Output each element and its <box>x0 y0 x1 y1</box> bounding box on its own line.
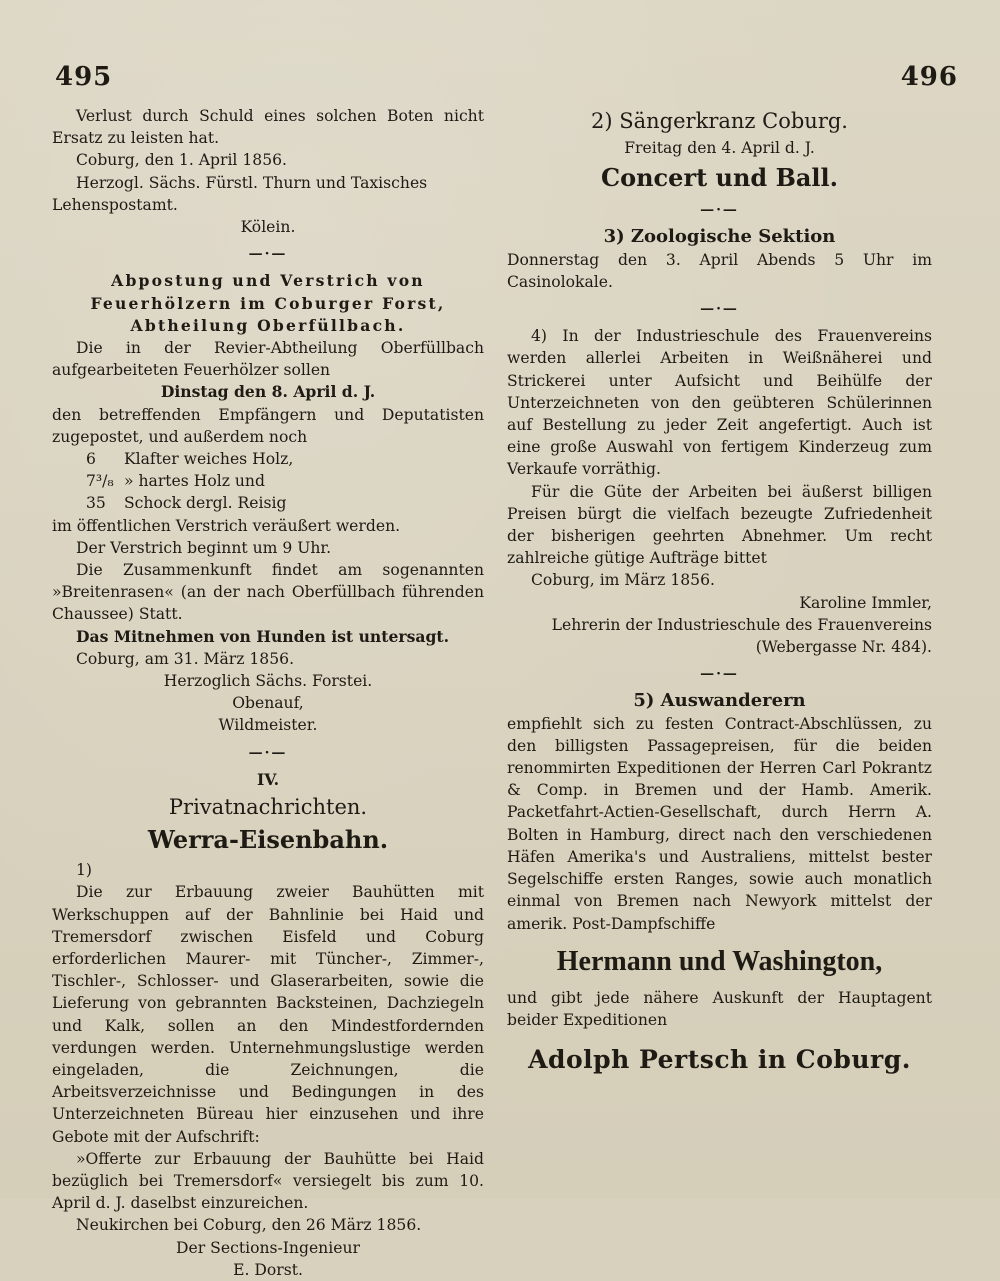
separator: —·— <box>700 666 739 683</box>
forest-notice-meeting: Die Zusammenkunft findet am sogenannten »Breitenrasen« (an der nach Oberfüllbach führenden Chaussee) Statt. <box>52 561 484 624</box>
agent-name: Adolph Pertsch in Coburg. <box>528 1045 911 1075</box>
wood-list-item: 35 Schock dergl. Reisig <box>86 494 287 513</box>
forest-notice-dogs: Das Mitnehmen von Hunden ist untersagt. <box>76 626 450 646</box>
forest-notice-role: Wildmeister. <box>218 716 318 735</box>
wood-list-item: 7³/₈ » hartes Holz und <box>86 472 265 491</box>
forest-notice-signature: Obenauf, <box>232 694 304 713</box>
post-notice-text: Verlust durch Schuld eines solchen Boten nicht Ersatz zu leisten hat. <box>52 107 484 148</box>
separator: —·— <box>700 301 739 318</box>
wood-list-item: 6 Klafter weiches Holz, <box>86 450 294 469</box>
railway-place: Neukirchen bei Coburg, den 26 März 1856. <box>76 1216 422 1235</box>
railway-name: E. Dorst. <box>233 1260 303 1279</box>
wood-list <box>52 448 484 515</box>
page-number-left: 495 <box>55 62 113 92</box>
zoology-text: Donnerstag den 3. April Abends 5 Uhr im Casinolokale. <box>507 250 932 291</box>
railway-text: Die zur Erbauung zweier Bauhütten mit Werkschuppen auf der Bahnlinie bei Haid und Tremersdorf zwischen Eisfeld und Coburg erforderlichen Maurer- mit Tüncher-, Zimmer-, Tischler-, Schlosser- und Glaserarbeiten, sowie die Lieferung von gebrannten Backsteinen, Dachziegeln und Kalk, sollen an den Mindestfordernden verdungen werden. Unternehmungslustige werden eingeladen, die Zeichnungen, die Arbeitsverzeichnisse und Bedingungen in des Unterzeichneten Büreau hier einzusehen und ihre Gebote mit der Aufschrift: <box>52 883 484 1146</box>
item-number: 3) <box>603 226 625 248</box>
separator: —·— <box>248 246 288 263</box>
forest-notice-time: Der Verstrich beginnt um 9 Uhr. <box>76 538 332 557</box>
forest-notice-date: Dinstag den 8. April d. J. <box>160 382 376 402</box>
zoology-title-text: Zoologische Sektion <box>630 226 836 248</box>
singers-title <box>507 107 932 135</box>
industry-school-text: 4) In der Industrieschule des Frauenvereins werden allerlei Arbeiten in Weißnäherei und Strickerei unter Aufsicht und Beihülfe der Unterzeichneten von den geübteren Schülerinnen auf Bestellung zu jeder Zeit angefertigt. Auch ist eine große Auswahl von fertigem Kinderzeug zum Verkaufe vorräthig. <box>507 327 932 479</box>
emigrants-text: empfiehlt sich zu festen Contract-Abschlüssen, zu den billigsten Passagepreisen, für die beiden renommirten Expeditionen der Herren Carl Pokrantz & Comp. in Bremen und der Hamb. Amerik. Packetfahrt-Actien-Gesellschaft, durch Herrn A. Bolten in Hamburg, direct nach den verschiedenen Häfen Amerika's und Australiens, mittelst bester Segelschiffe ersten Ranges, sowie auch monatlich einmal von Bremen nach Newyork mittelst der amerik. Post-Dampfschiffe <box>507 714 932 933</box>
left-column <box>52 105 484 1281</box>
industry-school-role: Lehrerin der Industrieschule des Frauenvereins <box>551 615 932 634</box>
forest-notice-intro: Die in der Revier-Abtheilung Oberfüllbach aufgearbeiteten Feuerhölzer sollen <box>52 339 484 380</box>
railway-title: Werra-Eisenbahn. <box>147 825 389 855</box>
ships-name: Hermann und Washington, <box>556 945 883 977</box>
forest-notice-text: den betreffenden Empfängern und Deputatisten zugepostet, und außerdem noch <box>52 405 484 446</box>
industry-school-place: Coburg, im März 1856. <box>531 571 715 590</box>
post-notice-office: Herzogl. Sächs. Fürstl. Thurn und Taxisches Lehenspostamt. <box>52 173 428 214</box>
railway-office: Der Sections-Ingenieur <box>176 1238 360 1257</box>
industry-school-address: (Webergasse Nr. 484). <box>755 638 932 657</box>
post-notice-place: Coburg, den 1. April 1856. <box>76 151 288 170</box>
post-notice-name: Kölein. <box>240 218 296 237</box>
item-number: 5) <box>633 690 655 712</box>
forest-notice-place: Coburg, am 31. März 1856. <box>76 649 295 668</box>
emigrants-text2: und gibt jede nähere Auskunft der Hauptagent beider Expeditionen <box>507 988 932 1029</box>
emigrants-title <box>507 690 932 712</box>
separator: —·— <box>700 202 739 219</box>
industry-school-text2: Für die Güte der Arbeiten bei äußerst billigen Preisen bürgt die vielfach bezeugte Zufriedenheit der bisherigen geehrten Abnehmer. Um recht zahlreiche gütige Aufträge bittet <box>507 482 932 568</box>
zoology-title <box>507 226 932 248</box>
forest-notice-title: Abpostung und Verstrich von Feuerhölzern im Coburger Forst, Abtheilung Oberfüllbach. <box>90 271 446 335</box>
railway-quote: »Offerte zur Erbauung der Bauhütte bei Haid bezüglich bei Tremersdorf« versiegelt bis zum 10. April d. J. daselbst einzureichen. <box>52 1149 484 1213</box>
section-title: Privatnachrichten. <box>168 795 368 820</box>
concert-title: Concert und Ball. <box>601 163 838 193</box>
emigrants-title-text: Auswanderern <box>660 690 806 712</box>
page-number-right: 496 <box>900 62 958 92</box>
separator: —·— <box>248 744 288 761</box>
railway-number: 1) <box>76 861 93 880</box>
section-number: IV. <box>256 769 280 789</box>
forest-notice-office: Herzoglich Sächs. Forstei. <box>163 672 373 691</box>
forest-notice-text2: im öffentlichen Verstrich veräußert werden. <box>52 516 401 535</box>
singers-title-text: Sängerkranz Coburg. <box>619 109 848 133</box>
item-number: 2) <box>591 109 613 133</box>
singers-date: Freitag den 4. April d. J. <box>624 139 815 157</box>
right-column <box>507 105 932 1077</box>
industry-school-name: Karoline Immler, <box>799 593 932 612</box>
